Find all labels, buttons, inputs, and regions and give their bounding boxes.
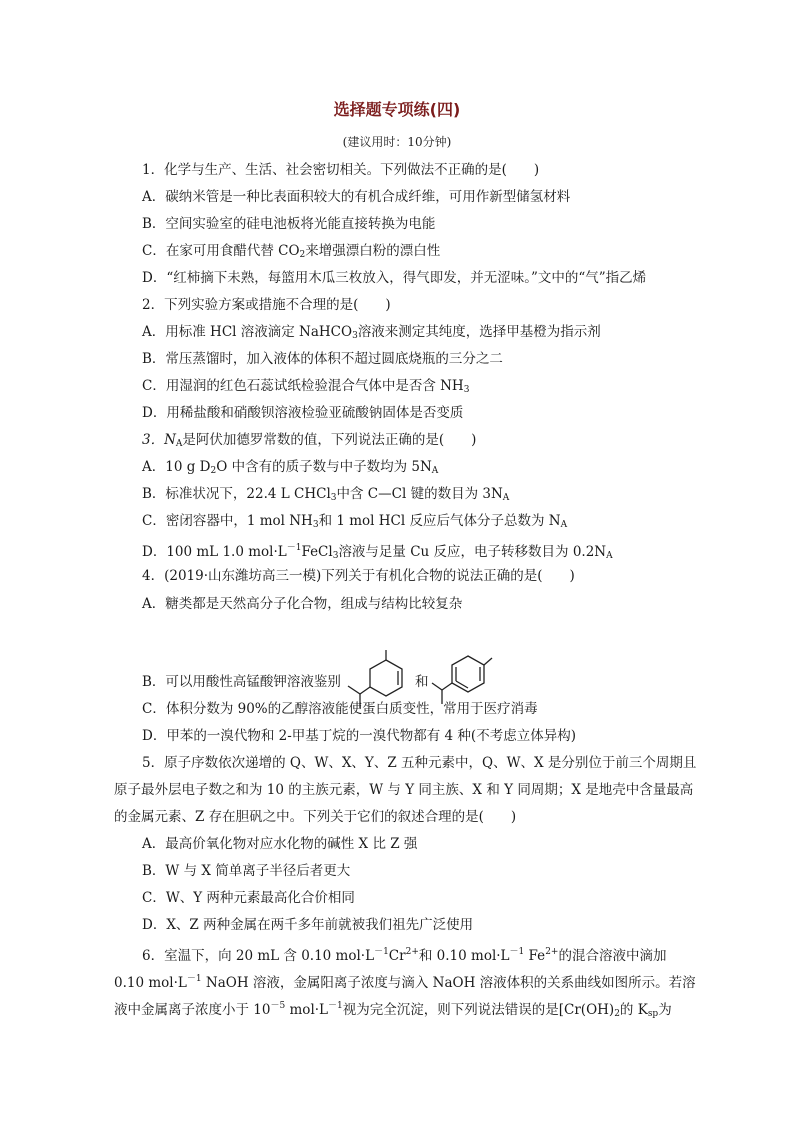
- q5-option-a: A．最高价氧化物对应水化物的碱性 X 比 Z 强: [142, 836, 418, 852]
- q3-stem: 3．$N_A$是阿伏加德罗常数的值，下列说法正确的是( ): [142, 432, 477, 449]
- q5-stem-line3: 的金属元素、Z 存在胆矾之中。下列关于它们的叙述合理的是( ): [114, 809, 517, 825]
- q2-option-d: D．用稀盐酸和硝酸钡溶液检验亚硫酸钠固体是否变质: [142, 405, 464, 421]
- q4-option-a: A．糖类都是天然高分子化合物，组成与结构比较复杂: [142, 596, 463, 612]
- q6-stem-line2: 0.10 $mol\cdot L^{-1}$ NaOH 溶液，金属阳离子浓度与滴入 NaOH 溶液体积的关系曲线如图所示。若溶: [114, 974, 696, 991]
- q2-option-c: C．用湿润的红色石蕊试纸检验混合气体中是否含 $NH_3$: [142, 378, 470, 395]
- q4-option-c: C．体积分数为 90%的乙醇溶液能使蛋白质变性，常用于医疗消毒: [142, 701, 538, 717]
- q3-option-a: A．10 g $D_2O$ 中含有的质子数与中子数均为 $5N_A$: [142, 459, 439, 476]
- p-cymene-structure: [432, 656, 492, 704]
- q3-option-c: C．密闭容器中，1 mol $NH_3$和 1 mol HCl 反应后气体分子总数为 $N_A$: [142, 513, 568, 530]
- q3-option-d: D．100 mL 1.0 $mol\cdot L^{-1}FeCl_3$溶液与足量 Cu 反应，电子转移数目为 $0.2N_A$: [142, 543, 613, 561]
- q5-stem-line2: 原子最外层电子数之和为 10 的主族元素，W 与 Y 同主族、X 和 Y 同周期；X 是地壳中含量最高: [114, 782, 694, 798]
- time-hint: (建议用时：10分钟): [342, 135, 452, 149]
- q1-option-d: D．“红柿摘下未熟，每篮用木瓜三枚放入，得气即发，并无涩味。”文中的“气”指乙烯: [142, 270, 647, 286]
- q1-option-b: B．空间实验室的硅电池板将光能直接转换为电能: [142, 216, 436, 232]
- page-title: 选择题专项练(四): [333, 100, 461, 119]
- q2-stem: 2．下列实验方案或措施不合理的是( ): [142, 297, 391, 313]
- q6-stem-line3: 液中金属离子浓度小于 $10^{-5}$ $mol\cdot L^{-1}$视为完全沉淀，则下列说法错误的是[$Cr(OH)_2$的 $K_{sp}$为: [114, 1001, 672, 1019]
- q2-option-a: A．用标准 HCl 溶液滴定 NaHCO$_3$溶液来测定其纯度，选择甲基橙为指示剂: [142, 324, 601, 341]
- q6-stem-line1: 6．室温下，向 20 mL 含 0.10 $mol\cdot L^{-1}Cr^{2+}$和 0.10 $mol\cdot L^{-1}$ $Fe^{2+}$的混合溶液中滴加: [142, 947, 667, 964]
- q5-option-d: D．X、Z 两种金属在两千多年前就被我们祖先广泛使用: [142, 917, 474, 933]
- q1-stem: 1．化学与生产、生活、社会密切相关。下列做法不正确的是( ): [142, 162, 540, 178]
- q3-option-b: B．标准状况下，22.4 L CHCl$_3$中含 C—Cl 键的数目为 $3N_A$: [142, 486, 510, 503]
- q5-stem-line1: 5．原子序数依次递增的 Q、W、X、Y、Z 五种元素中，Q、W、X 是分别位于前三个周期且: [142, 755, 697, 771]
- q4-option-b: B．可以用酸性高锰酸钾溶液鉴别: [142, 674, 341, 690]
- q5-option-b: B．W 与 X 简单离子半径后者更大: [142, 863, 351, 879]
- q4-stem: 4．(2019·山东潍坊高三一模)下列关于有机化合物的说法正确的是( ): [142, 568, 575, 584]
- q1-option-c: C．在家可用食醋代替 $CO_2$来增强漂白粉的漂白性: [142, 243, 441, 260]
- q2-option-b: B．常压蒸馏时，加入液体的体积不超过圆底烧瓶的三分之二: [142, 351, 503, 367]
- q4-option-b-and: 和: [415, 674, 429, 690]
- q1-option-a: A．碳纳米管是一种比表面积较大的有机合成纤维，可用作新型储氢材料: [142, 189, 571, 205]
- q5-option-c: C．W、Y 两种元素最高化合价相同: [142, 890, 355, 906]
- q4-option-d: D．甲苯的一溴代物和 2-甲基丁烷的一溴代物都有 4 种(不考虑立体异构): [142, 728, 576, 744]
